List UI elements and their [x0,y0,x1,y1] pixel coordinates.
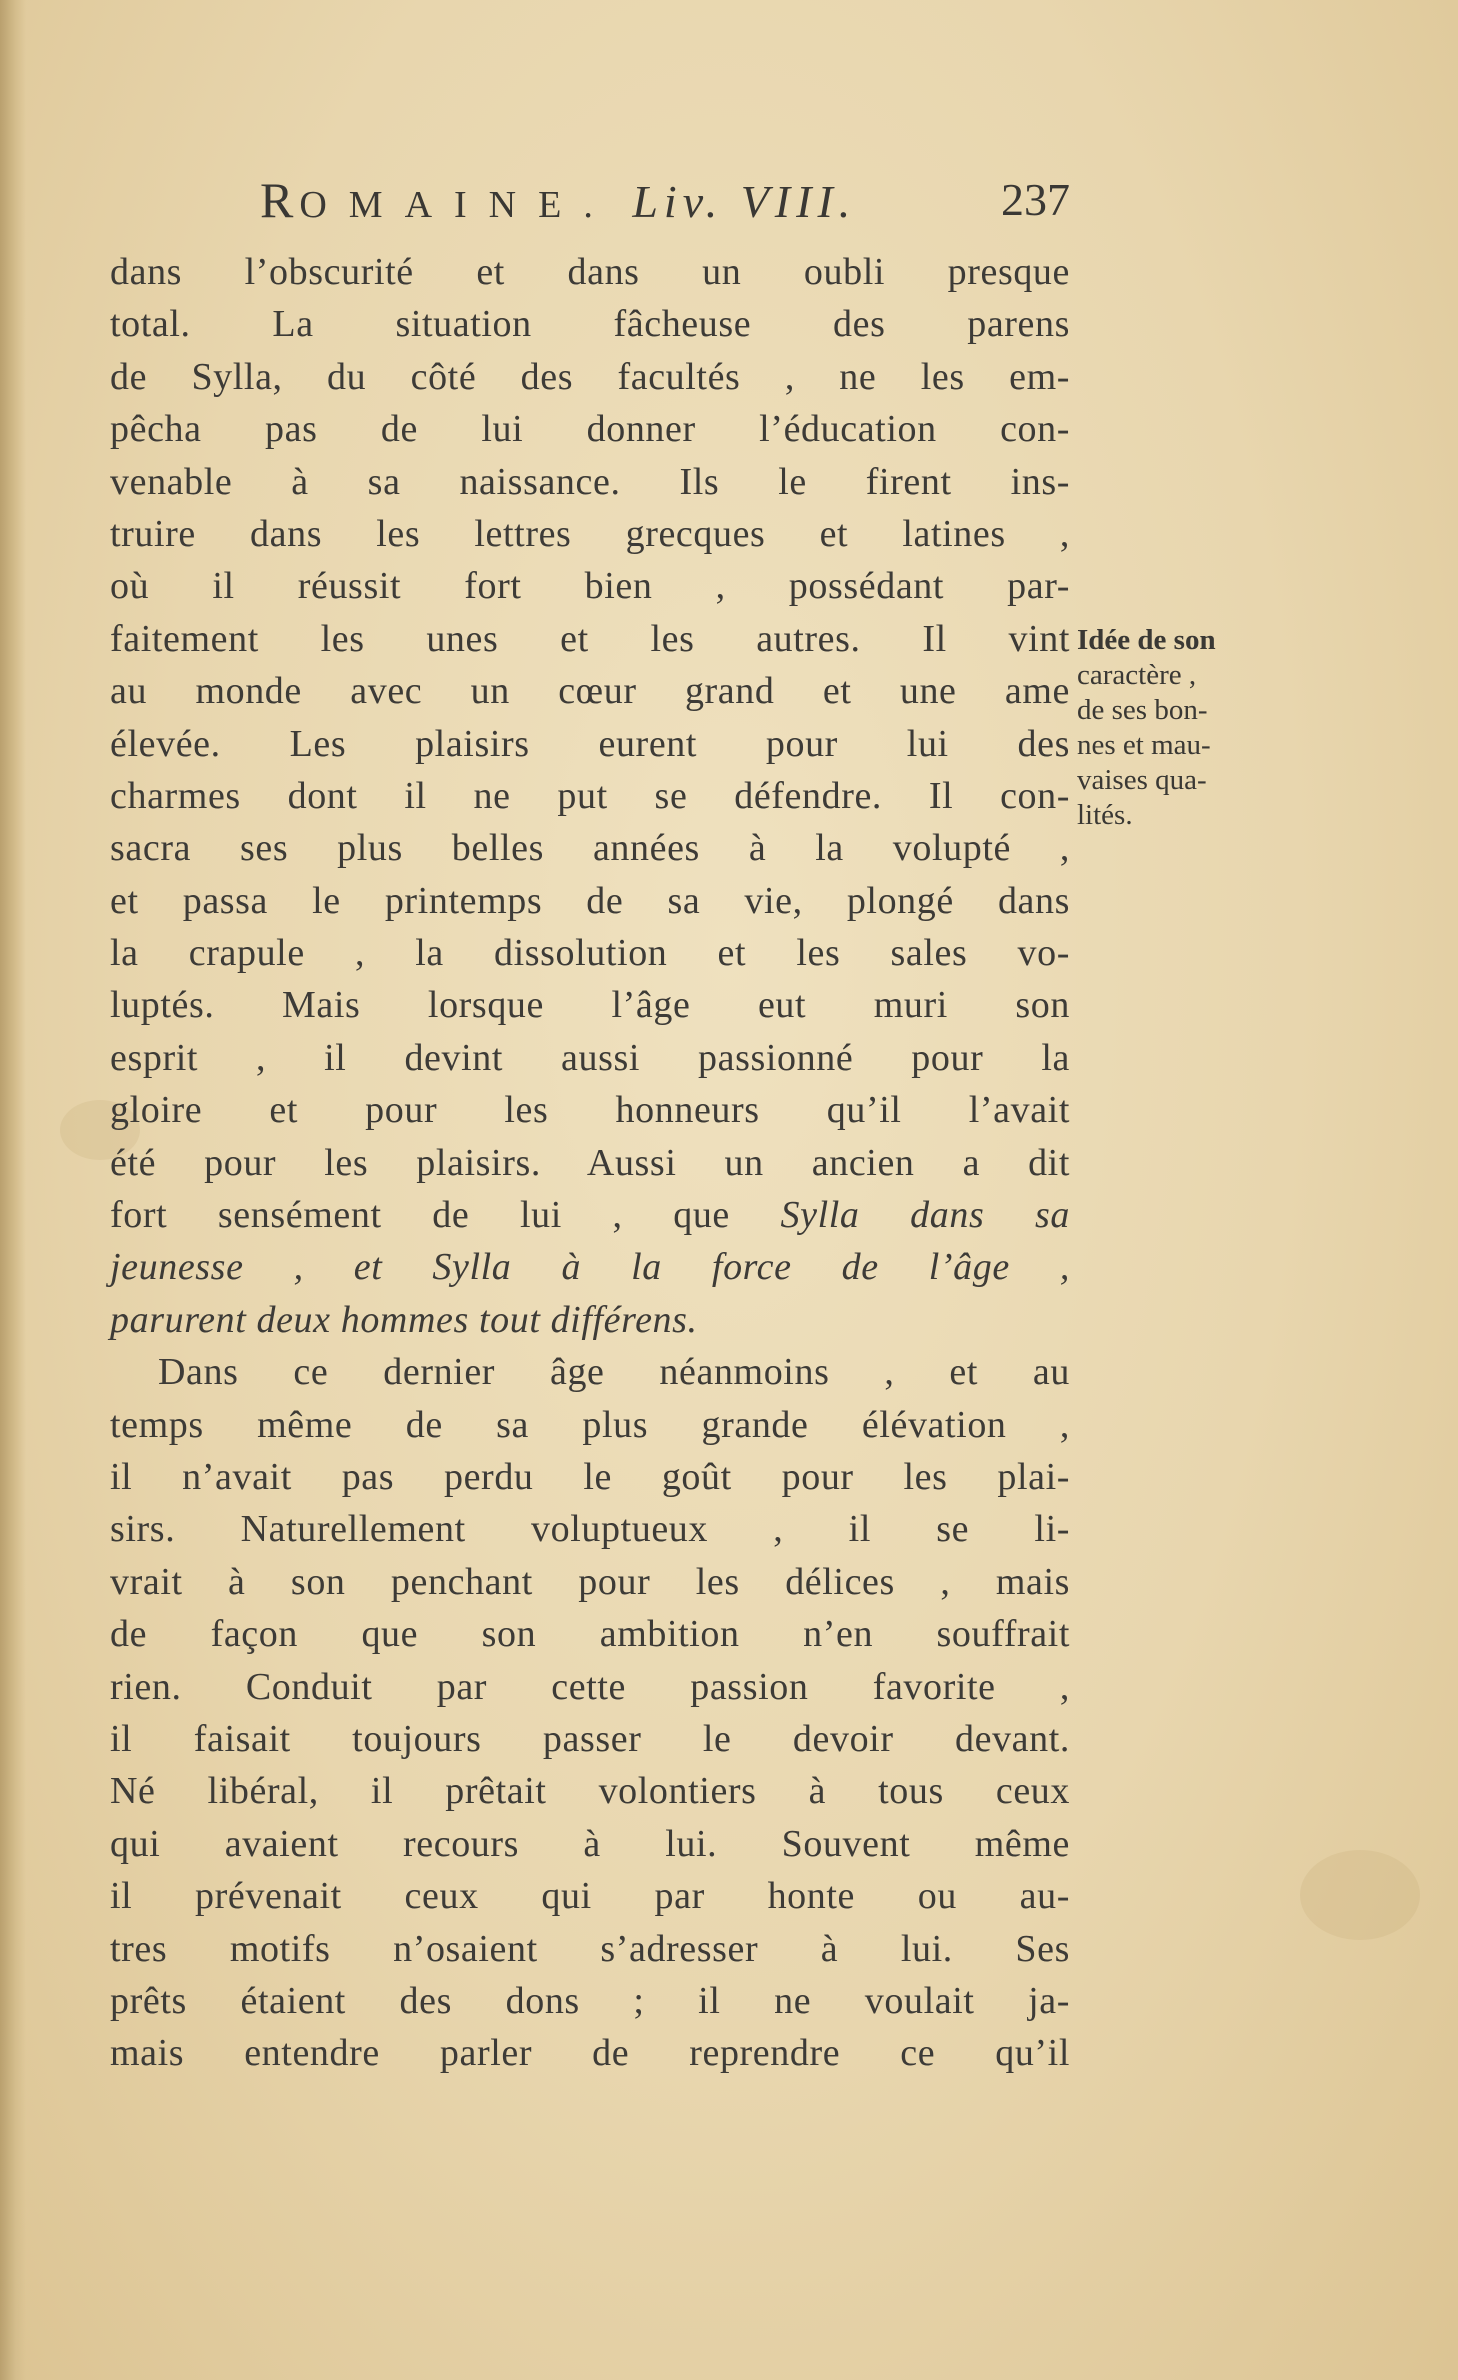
text-line: pêcha pas de lui donner l’éducation con- [110,408,1070,451]
text-line: Né libéral, il prêtait volontiers à tous ceux [110,1770,1070,1813]
margin-note-line: nes et mau- [1077,729,1211,761]
margin-note-line: de ses bon- [1077,694,1208,726]
page-number: 237 [1001,174,1070,225]
text-line: de Sylla, du côté des facultés , ne les em- [110,355,1070,398]
text-line-mixed [110,1189,1070,1241]
text-line: la crapule , la dissolution et les sales vo- [110,932,1070,975]
italic-quote-line: jeunesse , et Sylla à la force de l’âge , [110,1246,1070,1289]
text-line: sacra ses plus belles années à la volupté , [110,827,1070,870]
margin-note-line: vaises qua- [1077,764,1207,796]
paragraph-start-line: Dans ce dernier âge néanmoins , et au [158,1351,1070,1394]
text-line: il prévenait ceux qui par honte ou au- [110,1875,1070,1918]
text-segment: fort sensément de lui , que [110,1194,730,1237]
italic-quote: Sylla dans sa [780,1194,1070,1237]
text-line: vrait à son penchant pour les délices , mais [110,1560,1070,1603]
body-text [110,246,1070,2080]
text-line: élevée. Les plaisirs eurent pour lui des [110,722,1070,765]
text-line: luptés. Mais lorsque l’âge eut muri son [110,984,1070,1027]
text-line: gloire et pour les honneurs qu’il l’avait [110,1089,1070,1132]
italic-quote-line: parurent deux hommes tout différens. [110,1298,698,1341]
margin-note-line: Idée de son [1077,624,1216,656]
text-line: charmes dont il ne put se défendre. Il con- [110,774,1070,817]
text-line: mais entendre parler de reprendre ce qu’il [110,2032,1070,2075]
text-line: dans l’obscurité et dans un oubli presque [110,251,1070,293]
text-line: et passa le printemps de sa vie, plongé dans [110,879,1070,922]
running-title-initial: R [260,172,300,228]
text-line: esprit , il devint aussi passionné pour la [110,1036,1070,1079]
text-line: il n’avait pas perdu le goût pour les plai- [110,1455,1070,1498]
text-line: total. La situation fâcheuse des parens [110,303,1070,346]
running-title [260,165,856,240]
text-line: de façon que son ambition n’en souffrait [110,1613,1070,1656]
text-line: truire dans les lettres grecques et latines , [110,512,1070,555]
page-binding-edge [0,0,26,2380]
text-line: sirs. Naturellement voluptueux , il se li- [110,1508,1070,1551]
text-line: prêts étaient des dons ; il ne voulait ja- [110,1979,1070,2022]
book-number: Liv. VIII. [632,176,857,227]
text-line: où il réussit fort bien , possédant par- [110,565,1070,608]
margin-note-line: lités. [1077,799,1133,831]
text-line: été pour les plaisirs. Aussi un ancien a dit [110,1141,1070,1184]
margin-note-line: caractère , [1077,659,1197,691]
text-line: venable à sa naissance. Ils le firent ins- [110,460,1070,503]
text-line: qui avaient recours à lui. Souvent même [110,1822,1070,1865]
margin-note [1077,623,1287,833]
running-header [110,165,1070,235]
paper-stain [1300,1850,1420,1940]
text-line: rien. Conduit par cette passion favorite , [110,1665,1070,1708]
running-title-rest: OMAINE. [299,184,615,226]
text-line: tres motifs n’osaient s’adresser à lui. Ses [110,1927,1070,1970]
text-line: faitement les unes et les autres. Il vint [110,617,1070,660]
text-line: au monde avec un cœur grand et une ame [110,670,1070,713]
text-line: il faisait toujours passer le devoir devant. [110,1717,1070,1760]
text-line: temps même de sa plus grande élévation , [110,1403,1070,1446]
